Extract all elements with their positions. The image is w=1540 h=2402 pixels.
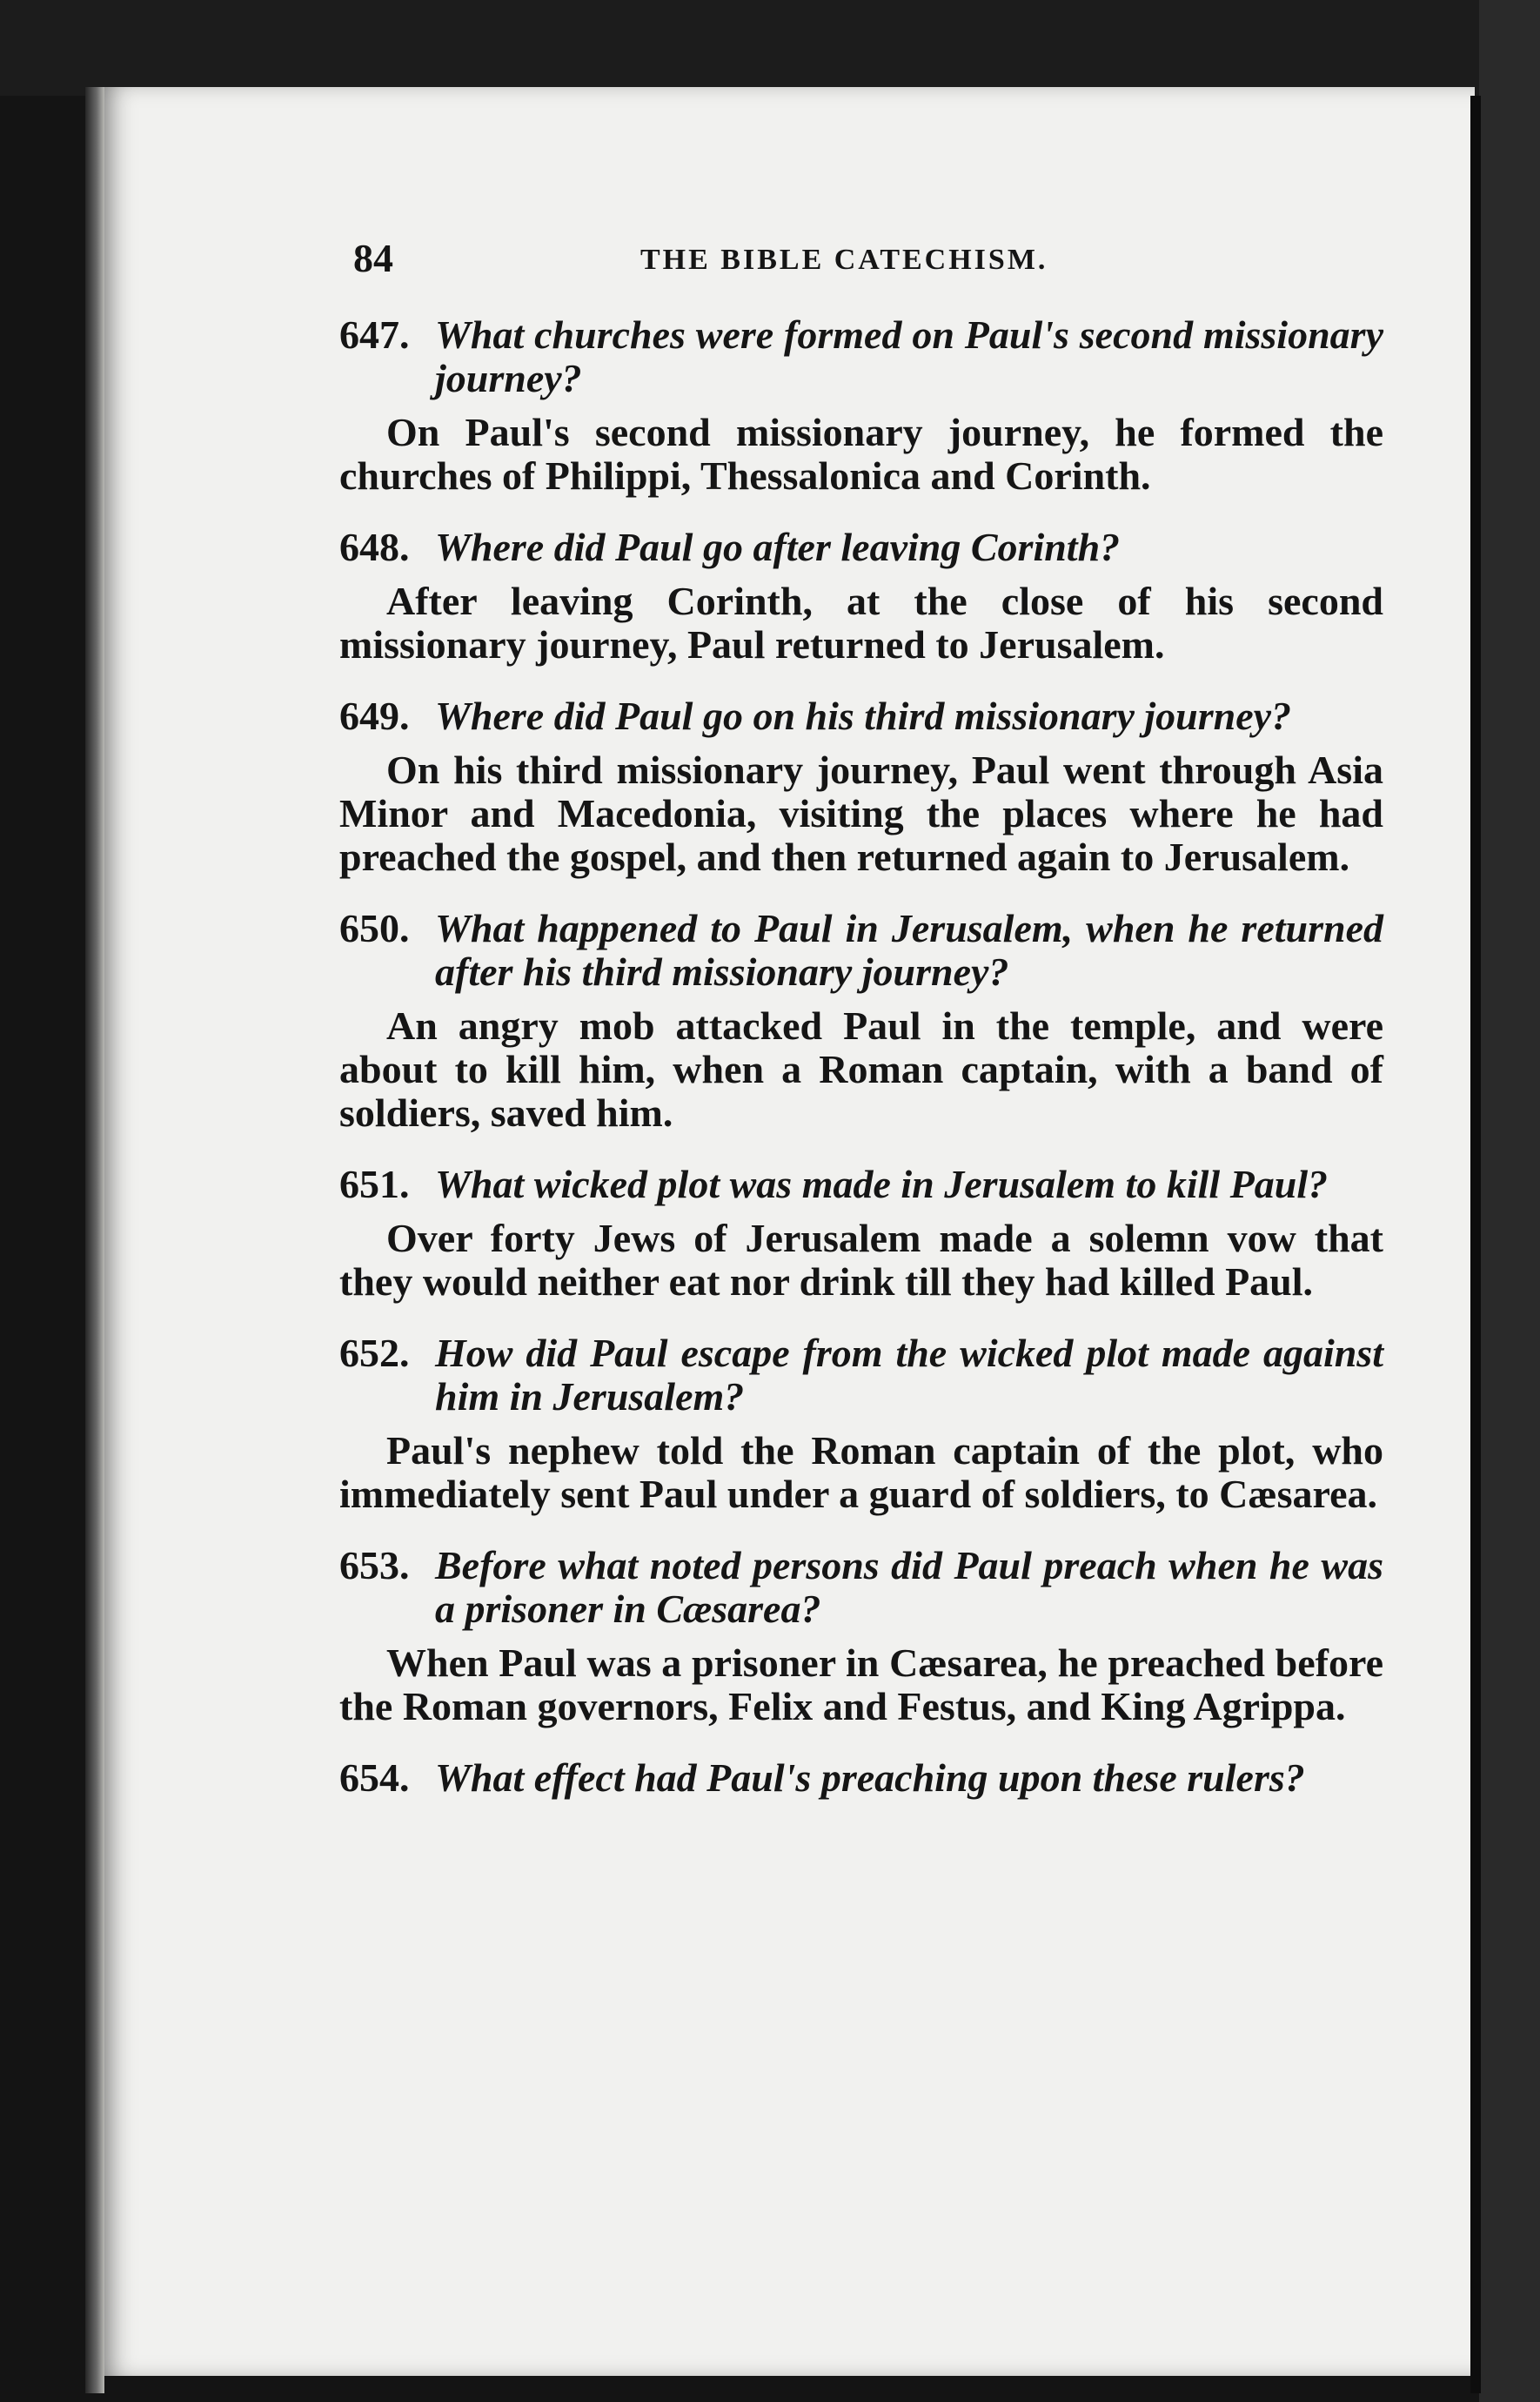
question-number: 648. — [339, 525, 410, 569]
qa-entry-652 — [339, 1332, 1383, 1516]
question-number: 654. — [339, 1755, 410, 1800]
page-edge-rule — [1470, 96, 1481, 2393]
question — [339, 526, 1383, 569]
question-text: What wicked plot was made in Jerusalem to kill Paul? — [435, 1162, 1329, 1206]
question-number: 651. — [339, 1162, 410, 1206]
scan-right-border — [1479, 0, 1540, 2402]
answer-text: On Paul's second missionary journey, he formed the churches of Philippi, Thessalonica and Corinth. — [339, 410, 1383, 498]
question-text: What effect had Paul's preaching upon these rulers? — [435, 1755, 1305, 1800]
page-number: 84 — [353, 236, 393, 280]
book-spine-shadow — [85, 87, 104, 2393]
question — [339, 907, 1383, 994]
question — [339, 694, 1383, 738]
question-text: Before what noted persons did Paul preach when he was a prisoner in Cæsarea? — [435, 1543, 1383, 1631]
page-content — [339, 235, 1383, 1828]
answer-text: Over forty Jews of Jerusalem made a solemn vow that they would neither eat nor drink till they had killed Paul. — [339, 1216, 1383, 1304]
scan-top-border — [0, 0, 1540, 96]
question — [339, 1756, 1383, 1800]
answer-text: On his third missionary journey, Paul went through Asia Minor and Macedonia, visiting the places where he had preached the gospel, and then returned again to Jerusalem. — [339, 748, 1383, 879]
qa-entry-648 — [339, 526, 1383, 667]
question — [339, 1163, 1383, 1206]
running-head — [339, 235, 1383, 287]
qa-entry-647 — [339, 313, 1383, 498]
qa-entry-654 — [339, 1756, 1383, 1800]
answer-text: When Paul was a prisoner in Cæsarea, he preached before the Roman governors, Felix and Festus, and King Agrippa. — [339, 1640, 1383, 1728]
qa-entry-653 — [339, 1544, 1383, 1728]
question-number: 649. — [339, 694, 410, 738]
question-number: 652. — [339, 1331, 410, 1375]
question — [339, 1332, 1383, 1419]
qa-entry-649 — [339, 694, 1383, 879]
answer-text: Paul's nephew told the Roman captain of the plot, who immediately sent Paul under a guard of soldiers, to Cæsarea. — [339, 1428, 1383, 1516]
running-title: THE BIBLE CATECHISM. — [640, 244, 1048, 276]
question-number: 653. — [339, 1543, 410, 1587]
question-text: What churches were formed on Paul's second missionary journey? — [435, 312, 1383, 400]
question — [339, 313, 1383, 400]
question-text: How did Paul escape from the wicked plot made against him in Jerusalem? — [435, 1331, 1383, 1419]
question-number: 647. — [339, 312, 410, 357]
question — [339, 1544, 1383, 1631]
answer-text: After leaving Corinth, at the close of his second missionary journey, Paul returned to Jerusalem. — [339, 579, 1383, 667]
answer-text: An angry mob attacked Paul in the temple, and were about to kill him, when a Roman captain, with a band of soldiers, saved him. — [339, 1003, 1383, 1135]
question-text: Where did Paul go on his third missionary journey? — [435, 694, 1292, 738]
qa-entry-650 — [339, 907, 1383, 1135]
question-number: 650. — [339, 906, 410, 950]
question-text: Where did Paul go after leaving Corinth? — [435, 525, 1121, 569]
qa-entry-651 — [339, 1163, 1383, 1304]
question-text: What happened to Paul in Jerusalem, when he returned after his third missionary journey? — [435, 906, 1383, 994]
